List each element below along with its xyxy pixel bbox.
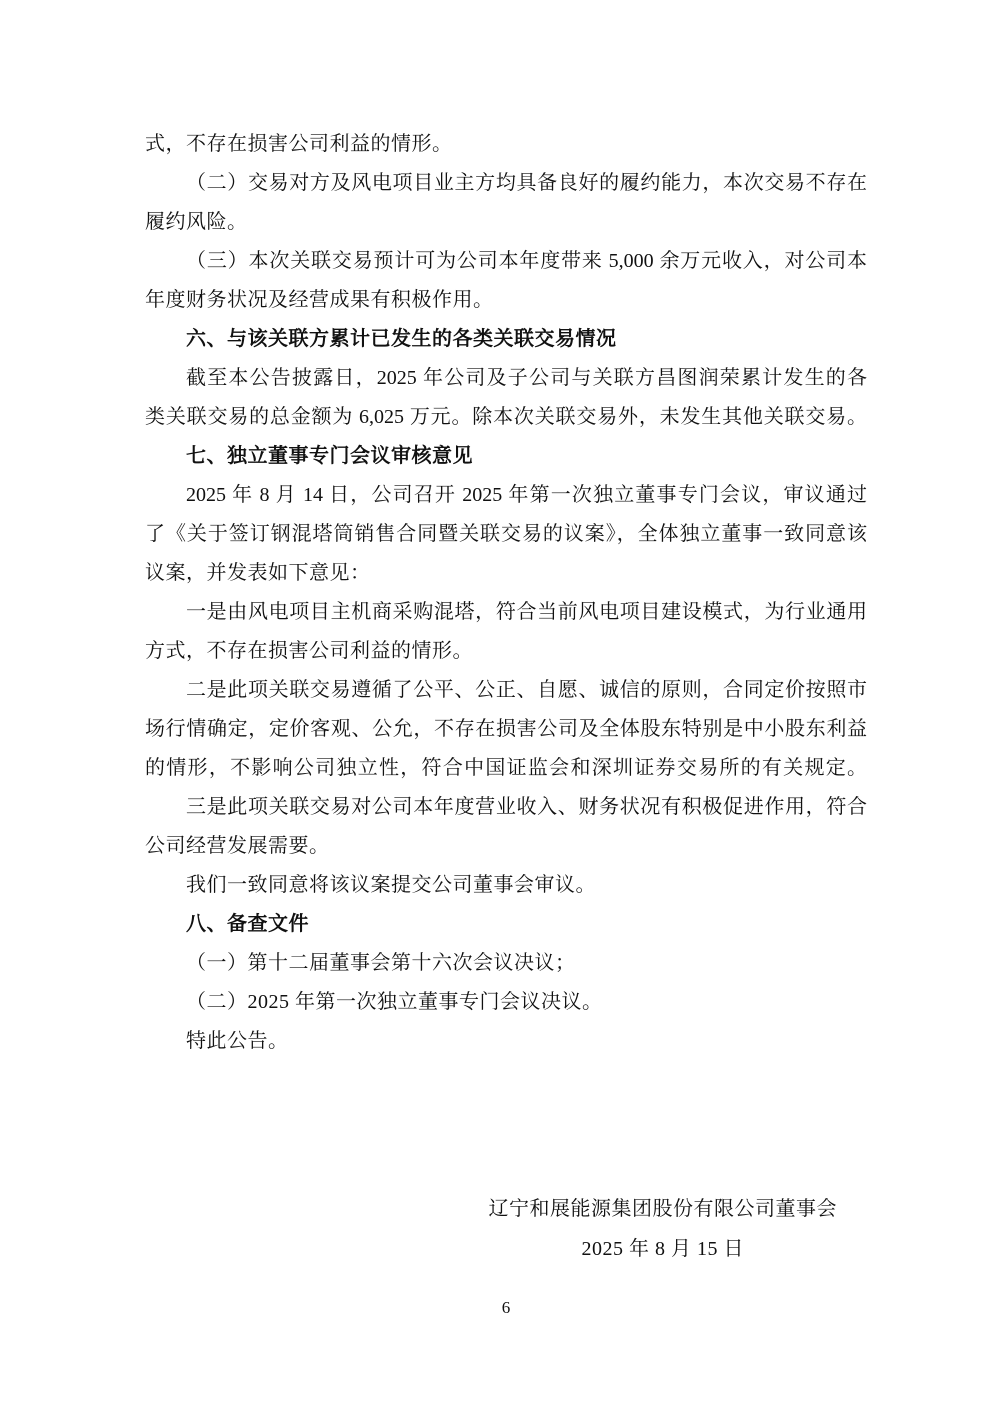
section-heading: 八、备查文件 [186, 913, 309, 935]
section-heading: 六、与该关联方累计已发生的各类关联交易情况 [186, 328, 617, 350]
text-line: 了《关于签订钢混塔筒销售合同暨关联交易的议案》，全体独立董事一致同意该 [145, 523, 867, 545]
text-line: 履约风险。 [145, 211, 248, 233]
text-line: （三）本次关联交易预计可为公司本年度带来 5,000 余万元收入，对公司本 [186, 250, 867, 272]
text-line: 方式，不存在损害公司利益的情形。 [145, 640, 473, 662]
section-heading: 七、独立董事专门会议审核意见 [186, 445, 473, 467]
text-line: （二）2025 年第一次独立董事专门会议决议。 [186, 991, 603, 1013]
page-number: 6 [501, 1298, 511, 1317]
signature-date: 2025 年 8 月 15 日 [581, 1238, 744, 1260]
document-body [145, 125, 867, 1061]
text-line: 的情形，不影响公司独立性，符合中国证监会和深圳证券交易所的有关规定。 [145, 757, 867, 779]
text-line: （一）第十二届董事会第十六次会议决议； [186, 952, 576, 974]
text-line: 议案，并发表如下意见： [145, 562, 371, 584]
text-line: 式，不存在损害公司利益的情形。 [145, 133, 453, 155]
text-line: 二是此项关联交易遵循了公平、公正、自愿、诚信的原则，合同定价按照市 [186, 679, 867, 701]
text-line: 三是此项关联交易对公司本年度营业收入、财务状况有积极促进作用，符合 [186, 796, 867, 818]
text-line: 公司经营发展需要。 [145, 835, 330, 857]
text-line: （二）交易对方及风电项目业主方均具备良好的履约能力，本次交易不存在 [186, 172, 867, 194]
text-line: 我们一致同意将该议案提交公司董事会审议。 [186, 874, 596, 896]
signature-block [489, 1189, 838, 1269]
signature-company: 辽宁和展能源集团股份有限公司董事会 [488, 1198, 837, 1220]
text-line: 一是由风电项目主机商采购混塔，符合当前风电项目建设模式，为行业通用 [186, 601, 867, 623]
text-line: 年度财务状况及经营成果有积极作用。 [145, 289, 494, 311]
text-line: 类关联交易的总金额为 6,025 万元。除本次关联交易外，未发生其他关联交易。 [145, 406, 867, 428]
text-line: 截至本公告披露日，2025 年公司及子公司与关联方昌图润荣累计发生的各 [186, 367, 867, 389]
text-line: 2025 年 8 月 14 日，公司召开 2025 年第一次独立董事专门会议，审议通过 [186, 484, 867, 506]
text-line: 特此公告。 [186, 1030, 289, 1052]
text-line: 场行情确定，定价客观、公允，不存在损害公司及全体股东特别是中小股东利益 [145, 718, 867, 740]
